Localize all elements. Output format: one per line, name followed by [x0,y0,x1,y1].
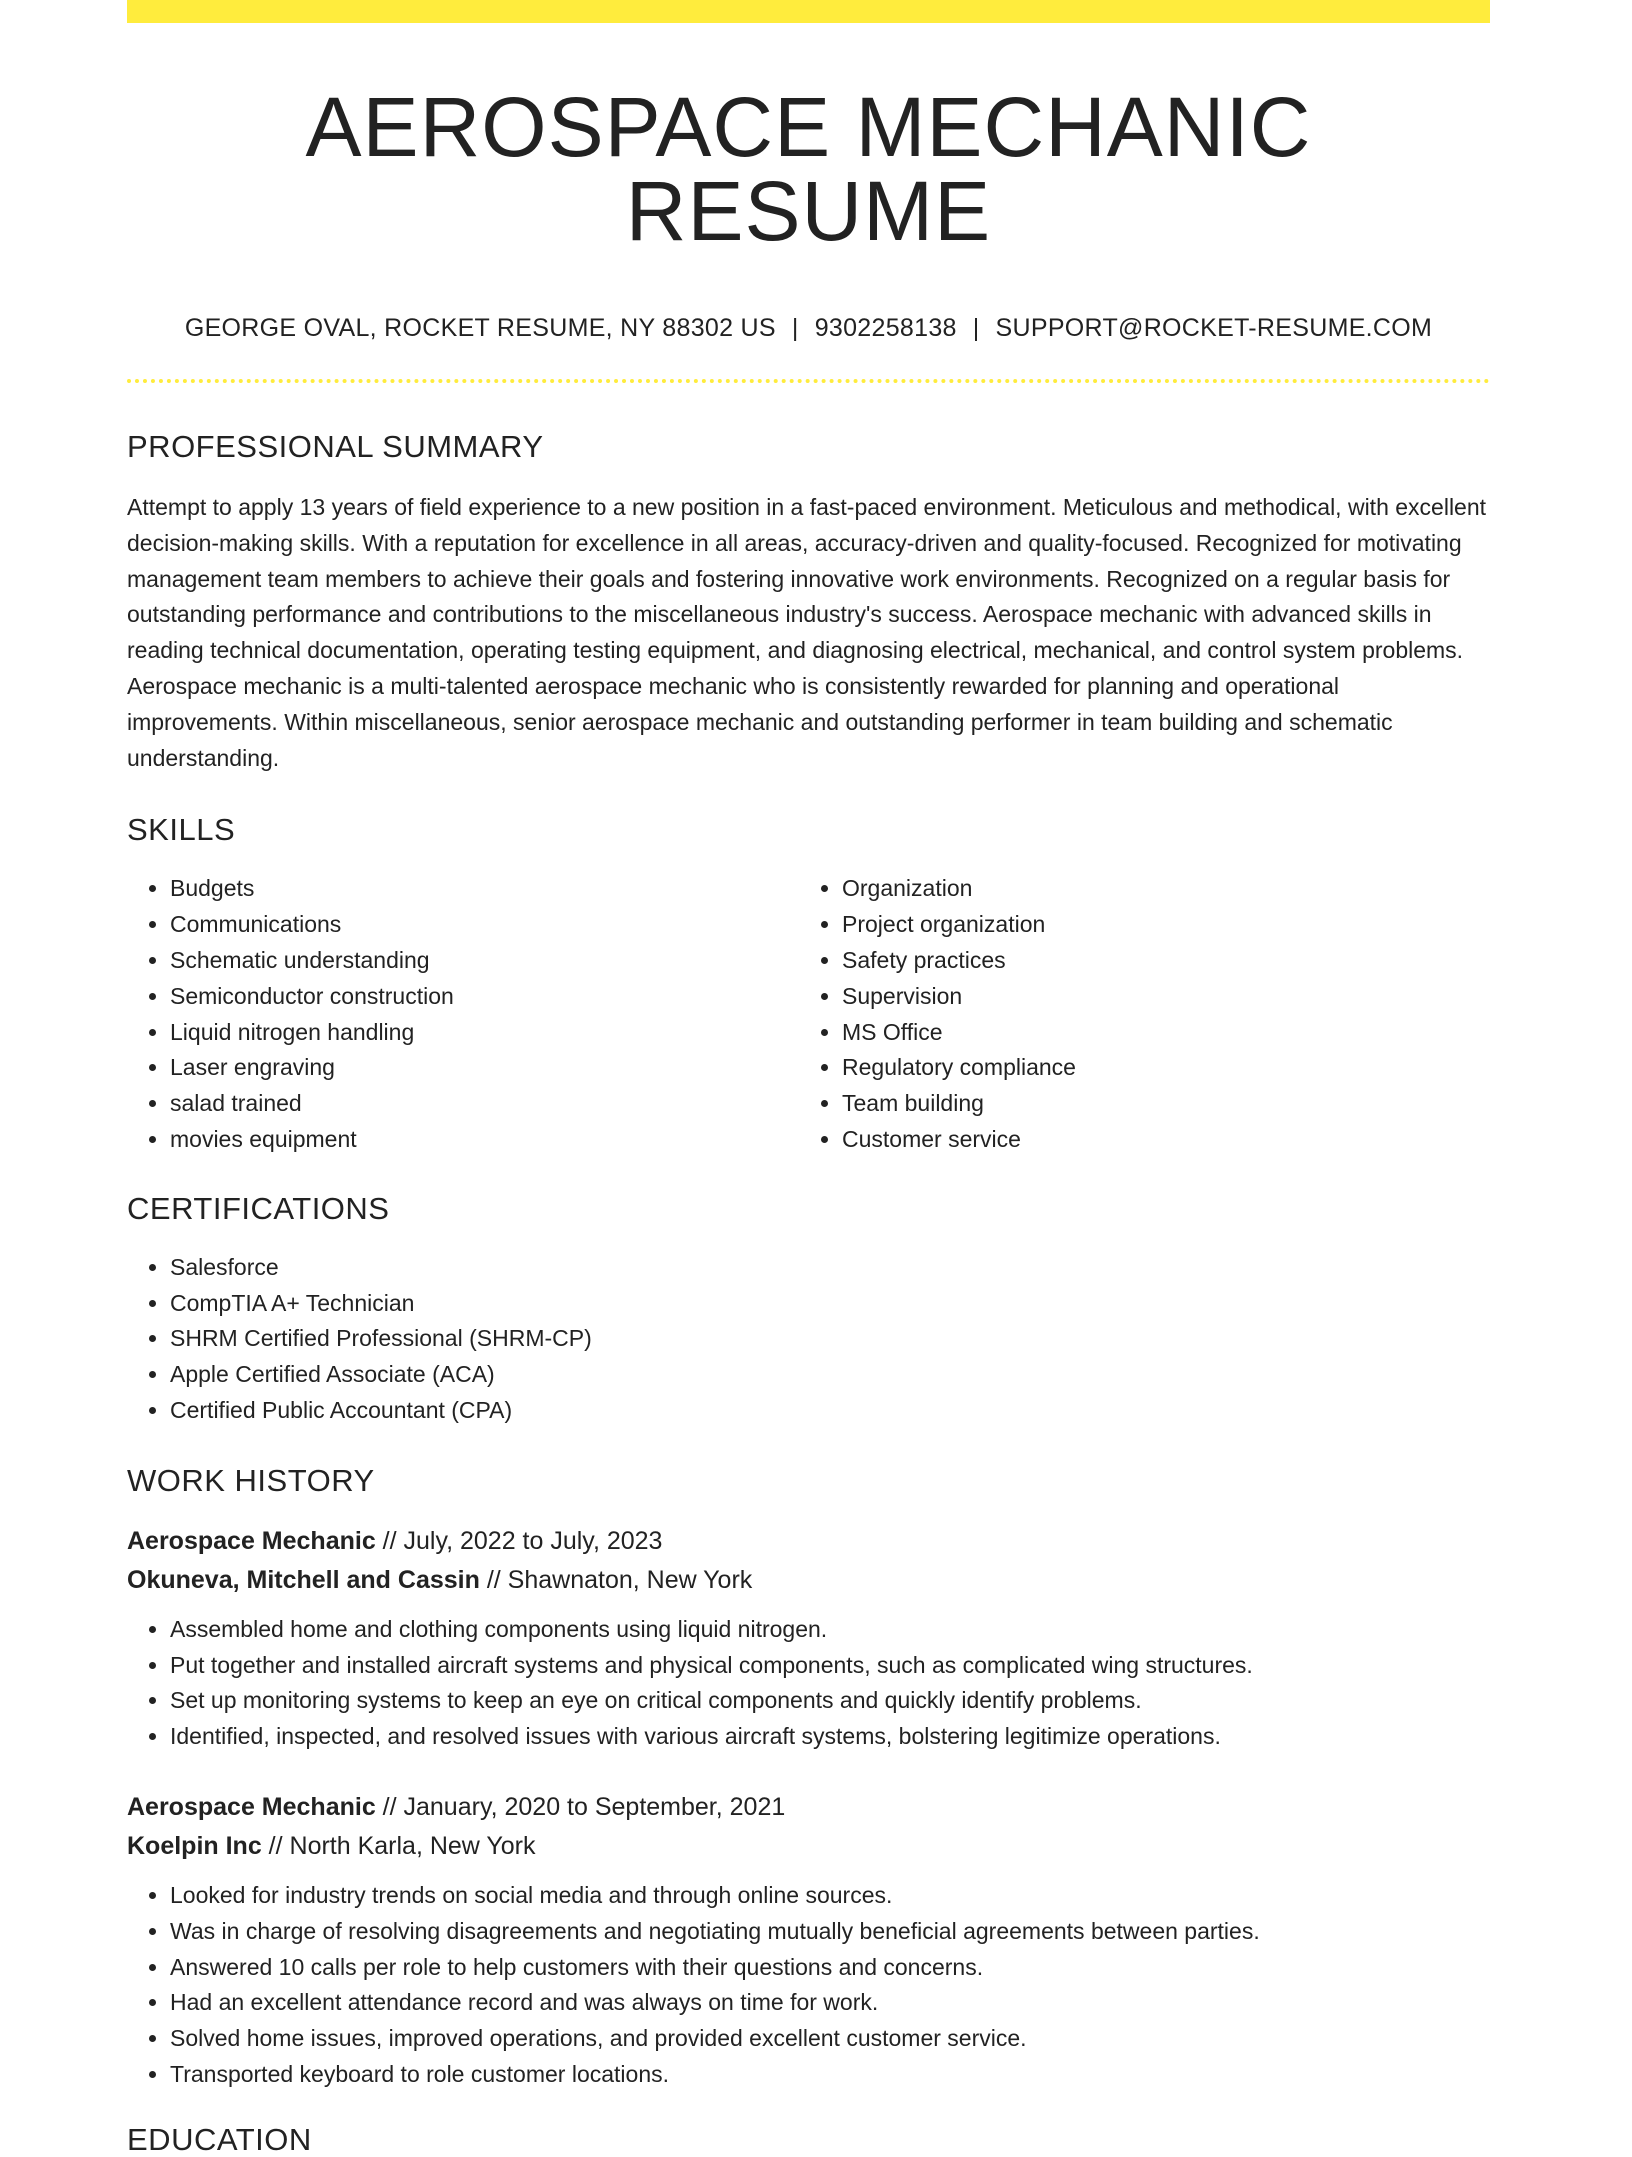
skills-right-list [799,871,1471,1157]
resume-title: AEROSPACE MECHANIC RESUME [305,80,1312,258]
job-bullet: • Assembled home and clothing components using liquid nitrogen. [170,1612,1490,1648]
contact-phone: 9302258138 [814,314,957,342]
skill-item: • Communications [170,907,799,943]
summary-text: Attempt to apply 13 years of field experience to a new position in a fast-paced environment. Meticulous and methodical, with excellent decision-making skills. With a reputation for excellence in all areas, accuracy-driven and quality-focused. Recognized for motivating management team members to achieve their goals and fostering innovative work environments. Recognized on a regular basis for outstanding performance and contributions to the miscellaneous industry's success. Aerospace mechanic with advanced skills in reading technical documentation, operating testing equipment, and diagnosing electrical, mechanical, and control system problems. Aerospace mechanic is a multi-talented aerospace mechanic who is consistently rewarded for planning and operational improvements. Within miscellaneous, senior aerospace mechanic and outstanding performer in team building and schematic understanding. [127,494,1487,771]
skill-item: • Project organization [842,907,1471,943]
skills-columns [127,871,1490,1157]
certifications-heading: CERTIFICATIONS [127,1190,390,1226]
job-bullet: • Transported keyboard to role customer locations. [170,2057,1490,2093]
skill-item: • salad trained [170,1086,799,1122]
skills-left-column [127,871,799,1157]
job-location: // North Karla, New York [261,1831,536,1860]
contact-separator: | [791,314,799,342]
top-accent-bar [127,0,1490,23]
job-bullet: • Set up monitoring systems to keep an eye on critical components and quickly identify problems. [170,1683,1490,1719]
skill-item: • Semiconductor construction [170,979,799,1015]
skill-item: • Regulatory compliance [842,1050,1471,1086]
job-bullet: • Had an excellent attendance record and was always on time for work. [170,1985,1490,2021]
contact-separator: | [972,314,980,342]
skills-right-column [799,871,1471,1157]
skill-item: • Supervision [842,979,1471,1015]
contact-email: SUPPORT@ROCKET-RESUME.COM [995,314,1433,342]
skills-heading: SKILLS [127,812,236,848]
resume-content [127,0,1490,2155]
contact-address: GEORGE OVAL, ROCKET RESUME, NY 88302 US [184,314,776,342]
dotted-divider [127,379,1490,383]
certification-item: • CompTIA A+ Technician [170,1286,1490,1322]
skill-item: • Team building [842,1086,1471,1122]
job-title-line [127,1788,1490,1827]
skill-item: • Liquid nitrogen handling [170,1015,799,1051]
job-bullets [127,1878,1490,2093]
job-entry [127,1788,1490,2093]
job-company: Okuneva, Mitchell and Cassin [127,1565,480,1594]
contact-line [127,316,1490,341]
certification-item: • Certified Public Accountant (CPA) [170,1393,1490,1429]
job-bullet: • Put together and installed aircraft systems and physical components, such as complicated wing structures. [170,1648,1490,1684]
skill-item: • Schematic understanding [170,943,799,979]
skill-item: • Safety practices [842,943,1471,979]
job-dates: // January, 2020 to September, 2021 [375,1792,786,1821]
skill-item: • Organization [842,871,1471,907]
education-heading: EDUCATION [127,2121,312,2157]
job-location: // Shawnaton, New York [479,1565,753,1594]
certification-item: • SHRM Certified Professional (SHRM-CP) [170,1321,1490,1357]
job-company-line [127,1827,1490,1866]
job-bullet: • Solved home issues, improved operations, and provided excellent customer service. [170,2021,1490,2057]
skill-item: • movies equipment [170,1122,799,1158]
skill-item: • MS Office [842,1015,1471,1051]
job-title: Aerospace Mechanic [127,1792,376,1821]
summary-heading: PROFESSIONAL SUMMARY [127,429,544,464]
job-bullet: • Looked for industry trends on social media and through online sources. [170,1878,1490,1914]
certification-item: • Apple Certified Associate (ACA) [170,1357,1490,1393]
job-bullet: • Was in charge of resolving disagreements and negotiating mutually beneficial agreements between parties. [170,1914,1490,1950]
skill-item: • Customer service [842,1122,1471,1158]
job-bullet: • Answered 10 calls per role to help customers with their questions and concerns. [170,1950,1490,1986]
job-bullet: • Identified, inspected, and resolved issues with various aircraft systems, bolstering legitimize operations. [170,1719,1490,1755]
skill-item: • Laser engraving [170,1050,799,1086]
job-dates: // July, 2022 to July, 2023 [375,1526,663,1555]
job-company-line [127,1561,1490,1600]
job-title-line [127,1522,1490,1561]
job-title: Aerospace Mechanic [127,1526,376,1555]
skills-left-list [127,871,799,1157]
job-entry [127,1522,1490,1755]
skill-item: • Budgets [170,871,799,907]
job-company: Koelpin Inc [127,1831,262,1860]
job-bullets [127,1612,1490,1755]
work-history-heading: WORK HISTORY [127,1462,375,1498]
certification-item: • Salesforce [170,1250,1490,1286]
certifications-list [127,1250,1490,1429]
